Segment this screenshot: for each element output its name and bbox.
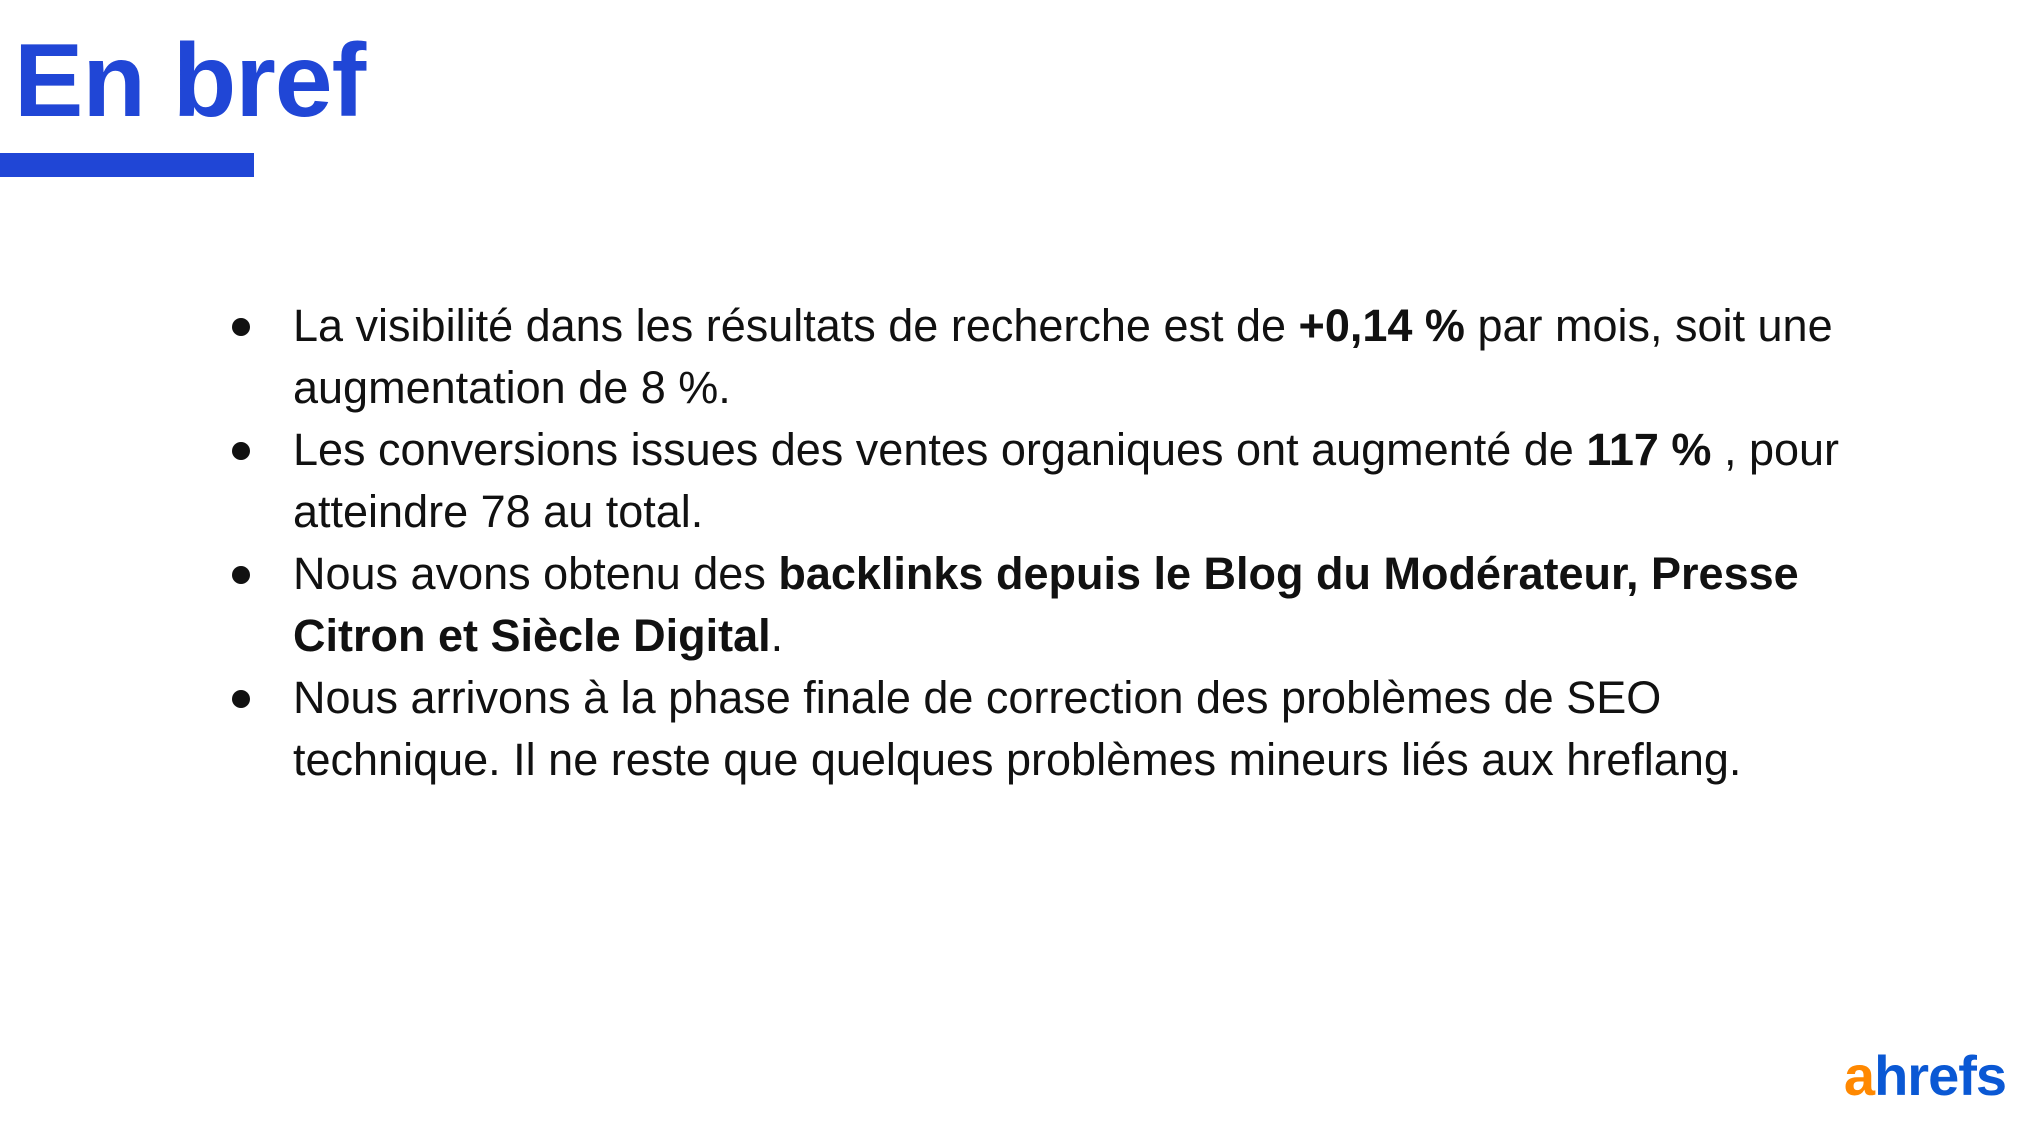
bullet-text: La visibilité dans les résultats de recherche est de <box>293 300 1299 351</box>
bullet-text: par mois, soit une augmentation de 8 %. <box>293 300 1833 413</box>
list-item <box>228 543 1848 667</box>
bullet-text: Nous avons obtenu des <box>293 548 779 599</box>
bullet-text: Nous arrivons à la phase finale de correction des problèmes de SEO technique. Il ne reste que quelques problèmes mineurs liés aux hreflang. <box>293 672 1742 785</box>
bullet-dot <box>232 566 250 584</box>
bullet-dot <box>232 442 250 460</box>
ahrefs-logo <box>1844 1046 2006 1106</box>
bullet-text: Les conversions issues des ventes organiques ont augmenté de <box>293 424 1587 475</box>
slide-title: En bref <box>14 23 366 139</box>
bullet-dot <box>232 690 250 708</box>
title-underline <box>0 153 254 177</box>
list-item <box>228 667 1848 791</box>
logo-wordmark: hrefs <box>1874 1044 2006 1107</box>
logo-letter-a: a <box>1843 1044 1875 1107</box>
bullet-dot <box>232 318 250 336</box>
bullet-text: . <box>770 610 784 661</box>
list-item <box>228 295 1848 419</box>
bullet-highlight: +0,14 % <box>1298 300 1465 351</box>
list-item <box>228 419 1848 543</box>
summary-list <box>228 295 1848 791</box>
bullet-highlight: 117 % <box>1586 424 1712 475</box>
bullet-text: , pour atteindre 78 au total. <box>293 424 1840 537</box>
bullet-highlight: backlinks depuis le Blog du Modérateur, Presse Citron et Siècle Digital <box>293 548 1799 661</box>
